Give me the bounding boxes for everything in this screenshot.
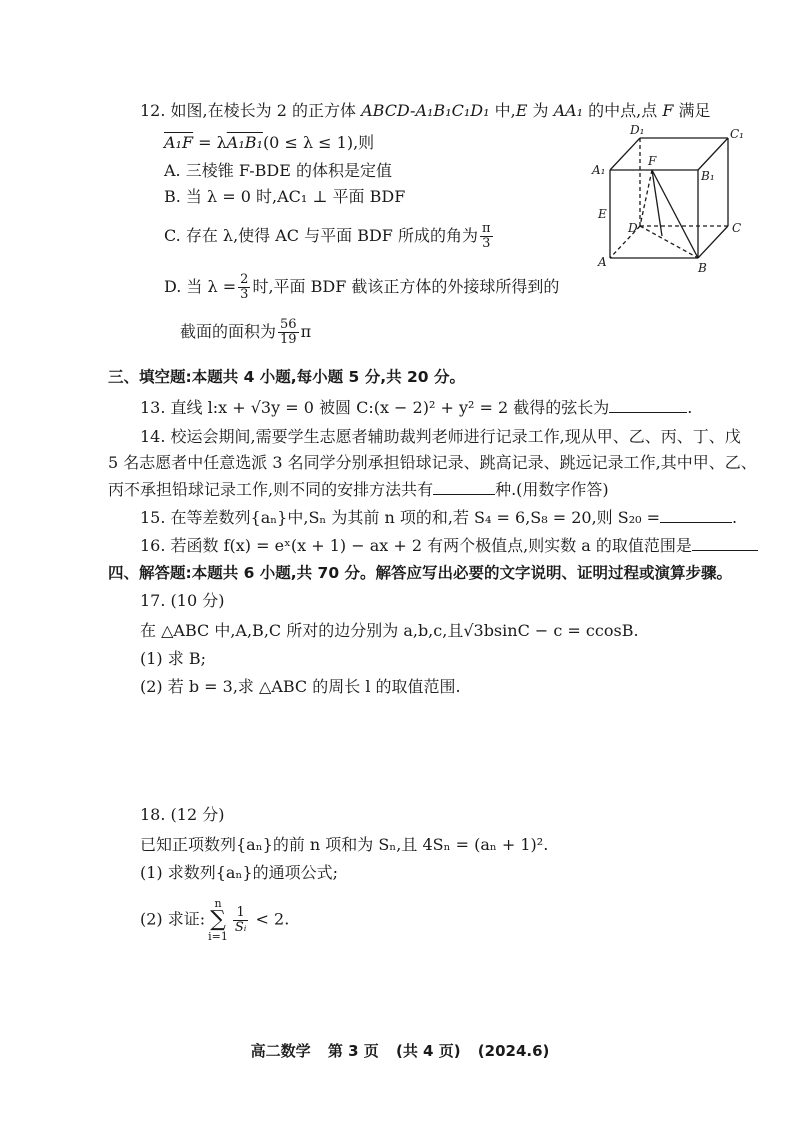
footer-date: (2024.6)	[477, 1042, 550, 1060]
q18-heading: 18. (12 分)	[140, 805, 225, 824]
q14-line3: 丙不承担铅球记录工作,则不同的安排方法共有 种.(用数字作答)	[108, 480, 609, 499]
q12-stem-line2: A₁F = λA₁B₁(0 ≤ λ ≤ 1),则	[164, 133, 375, 152]
q12-option-b: B. 当 λ = 0 时,AC₁ ⊥ 平面 BDF	[164, 187, 406, 206]
q12-stem-line1: 12. 如图,在棱长为 2 的正方体 ABCD-A₁B₁C₁D₁ 中,E 为 AA₁ 的中点,点 F 满足	[140, 101, 711, 120]
label-F: F	[648, 154, 657, 168]
label-D: D	[628, 221, 638, 235]
q12-option-a: A. 三棱锥 F-BDE 的体积是定值	[164, 161, 392, 180]
label-D1: D₁	[630, 123, 645, 137]
label-E: E	[598, 207, 607, 221]
fraction: $\frac{56}{19}$	[280, 317, 297, 347]
label-A1: A₁	[592, 163, 606, 177]
label-C1: C₁	[730, 127, 744, 141]
footer-subject: 高二数学	[250, 1042, 311, 1060]
q15: 15. 在等差数列{aₙ}中,Sₙ 为其前 n 项的和,若 S₄ = 6,S₈ = 20,则 S₂₀ = .	[140, 508, 738, 527]
fraction: $\frac{1}{\text{Sᵢ}}$	[234, 904, 247, 935]
q18-statement: 已知正项数列{aₙ}的前 n 项和为 Sₙ,且 4Sₙ = (aₙ + 1)².	[140, 835, 549, 854]
label-A: A	[598, 255, 607, 269]
q12-option-c: C. 存在 λ,使得 AC 与平面 BDF 所成的角为 $\frac{\pi}{3}$	[164, 221, 491, 251]
q14-line1: 14. 校运会期间,需要学生志愿者辅助裁判老师进行记录工作,现从甲、乙、丙、丁、戊	[140, 427, 741, 446]
section-3-heading: 三、填空题:本题共 4 小题,每小题 5 分,共 20 分。	[108, 368, 465, 386]
fraction: $\frac{2}{3}$	[240, 272, 249, 302]
footer-page: 第 3 页	[327, 1042, 379, 1060]
q17-statement: 在 △ABC 中,A,B,C 所对的边分别为 a,b,c,且√3bsinC − c = ccosB.	[140, 621, 639, 640]
label-C: C	[732, 221, 742, 235]
section-4-heading: 四、解答题:本题共 6 小题,共 70 分。解答应写出必要的文字说明、证明过程或演算步骤。	[108, 564, 733, 582]
fraction: $\frac{\pi}{3}$	[482, 221, 491, 251]
q12-option-d-line2: 截面的面积为 $\frac{56}{19}$ π	[180, 317, 312, 347]
q16: 16. 若函数 f(x) = eˣ(x + 1) − ax + 2 有两个极值点,则实数 a 的取值范围是	[140, 534, 758, 557]
q17-heading: 17. (10 分)	[140, 591, 225, 610]
q14-line2: 5 名志愿者中任意选派 3 名同学分别承担铅球记录、跳高记录、跳远记录工作,其中甲、乙、	[108, 453, 757, 472]
summation: n ∑ i=1	[208, 897, 228, 943]
q17-part1: (1) 求 B;	[140, 649, 206, 668]
cube-figure	[590, 120, 760, 280]
q18-part1: (1) 求数列{aₙ}的通项公式;	[140, 863, 338, 882]
label-B: B	[698, 261, 707, 275]
footer-total: (共 4 页)	[395, 1042, 461, 1060]
q17-part2: (2) 若 b = 3,求 △ABC 的周长 l 的取值范围.	[140, 677, 461, 696]
q12-option-d: D. 当 λ = $\frac{2}{3}$ 时,平面 BDF 截该正方体的外接球所得到的	[164, 272, 560, 302]
q18-part2: (2) 求证:n ∑ i=1 $\frac{1}{\text{Sᵢ}}$ < 2.	[140, 897, 290, 943]
page-footer	[0, 1040, 800, 1061]
q13: 13. 直线 l:x + √3y = 0 被圆 C:(x − 2)² + y² = 2 截得的弦长为 .	[140, 398, 693, 417]
label-B1: B₁	[701, 169, 715, 183]
